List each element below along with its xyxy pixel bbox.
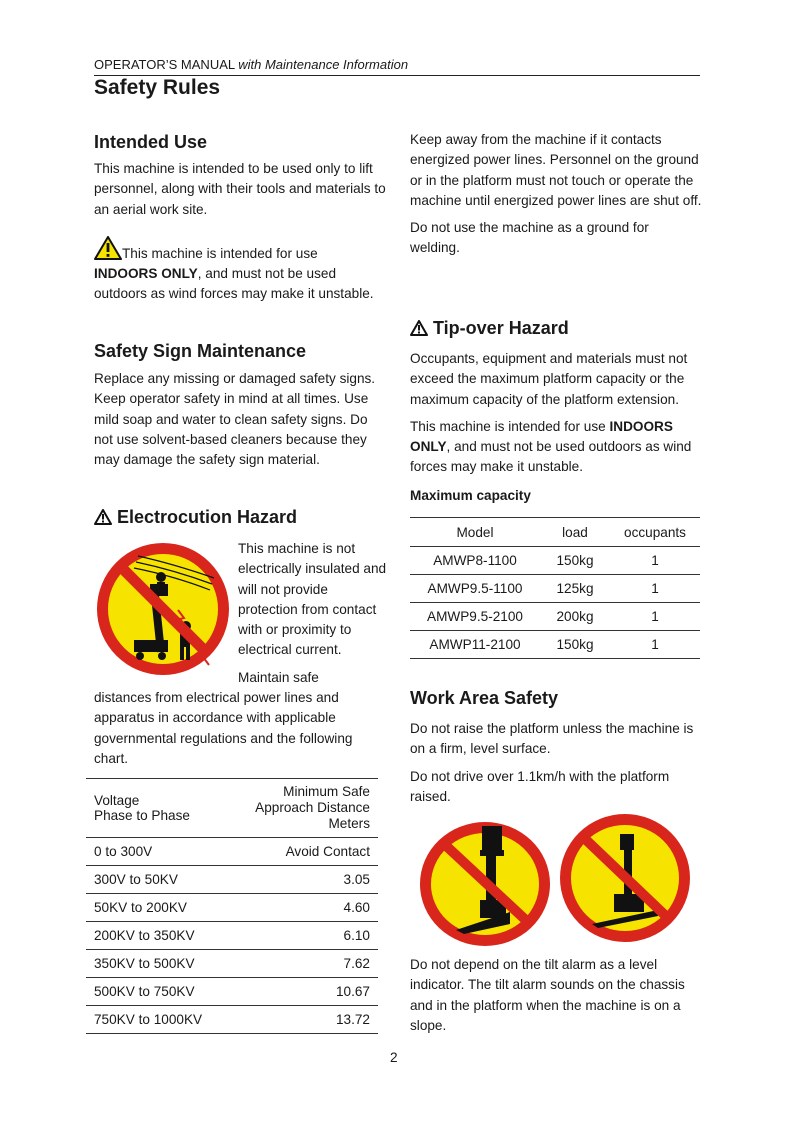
distance-column-header: Minimum Safe Approach Distance Meters [228,779,378,837]
table-row: 50KV to 200KV 4.60 [86,893,378,921]
tipover-heading: Tip-over Hazard [433,318,569,338]
voltage-table [86,778,378,1034]
power-lines-text: Keep away from the machine if it contacts energized power lines. Personnel on the ground or in the platform must not touch or operate the machine until energized power lines are shut off. [410,132,702,208]
warning-triangle-icon [94,236,122,260]
table-row: 500KV to 750KV 10.67 [86,977,378,1005]
capacity-label: Maximum capacity [410,487,531,503]
no-raised-slope-sign [418,820,552,948]
table-row: AMWP9.5-1100 125kg 1 [410,575,700,603]
tilt-alarm-text: Do not depend on the tilt alarm as a level indicator. The tilt alarm sounds on the chassis and in the platform when the machine is on a slope. [410,957,685,1033]
work-area-heading: Work Area Safety [410,688,559,708]
intended-use-section [94,132,386,305]
tipover-text: Occupants, equipment and materials must not exceed the maximum platform capacity or the maximum capacity of the platform extension. [410,351,688,407]
electrocution-prohibition-sign [94,540,232,678]
electrocution-heading: Electrocution Hazard [117,507,298,527]
voltage-column-header: Voltage Phase to Phase [86,779,228,837]
table-row: AMWP9.5-2100 200kg 1 [410,603,700,631]
intended-use-heading: Intended Use [94,132,208,152]
power-lines-section [410,130,702,259]
sign-maintenance-text: Replace any missing or damaged safety signs. Keep operator safety in mind at all times. Use mild soap and water to clean safety signs. Do not use solvent-based cleaners because they may damage the safety sign material. [94,371,376,468]
sign-maintenance-section [94,341,386,470]
indoors-warning: This machine is intended for use INDOORS ONLY, and must not be used outdoors as wind forces may make it unstable. [94,236,386,305]
table-row: 300V to 50KV 3.05 [86,865,378,893]
table-row: 200KV to 350KV 6.10 [86,921,378,949]
electrocution-text-start: Maintain safe [238,670,319,685]
intended-use-text: This machine is intended to be used only to lift personnel, along with their tools and materials to an aerial work site. [94,161,386,217]
drive-speed-text: Do not drive over 1.1km/h with the platform raised. [410,768,670,804]
table-row: 0 to 300V Avoid Contact [86,837,378,865]
electrocution-side-text: This machine is not electrically insulated and will not provide protection from contact with or proximity to electrical current. [238,541,387,658]
table-row: 750KV to 1000KV 13.72 [86,1005,378,1033]
table-row: 350KV to 500KV 7.62 [86,949,378,977]
level-surface-text: Do not raise the platform unless the machine is on a firm, level surface. [410,721,694,757]
alert-triangle-icon [410,320,428,336]
table-row: AMWP8-1100 150kg 1 [410,547,700,575]
capacity-table [410,517,700,659]
tipover-indoors-text: This machine is intended for use INDOORS ONLY, and must not be used outdoors as wind forces may make it unstable. [410,418,692,475]
page-number: 2 [390,1050,398,1065]
sign-maintenance-heading: Safety Sign Maintenance [94,341,307,361]
welding-text: Do not use the machine as a ground for welding. [410,220,649,256]
work-area-section [410,688,702,807]
page-title: Safety Rules [94,76,221,99]
alert-triangle-icon [94,509,112,525]
table-row: AMWP11-2100 150kg 1 [410,631,700,659]
tipover-section [410,318,702,506]
electrocution-text-rest: distances from electrical power lines and apparatus in accordance with applicable governmental regulations and the following chart. [94,690,353,766]
capacity-header-row: Model load occupants [410,518,700,547]
electrocution-heading-row [94,507,386,528]
no-slope-drive-sign [558,812,692,944]
running-header: OPERATOR’S MANUAL with Maintenance Information [94,57,409,72]
